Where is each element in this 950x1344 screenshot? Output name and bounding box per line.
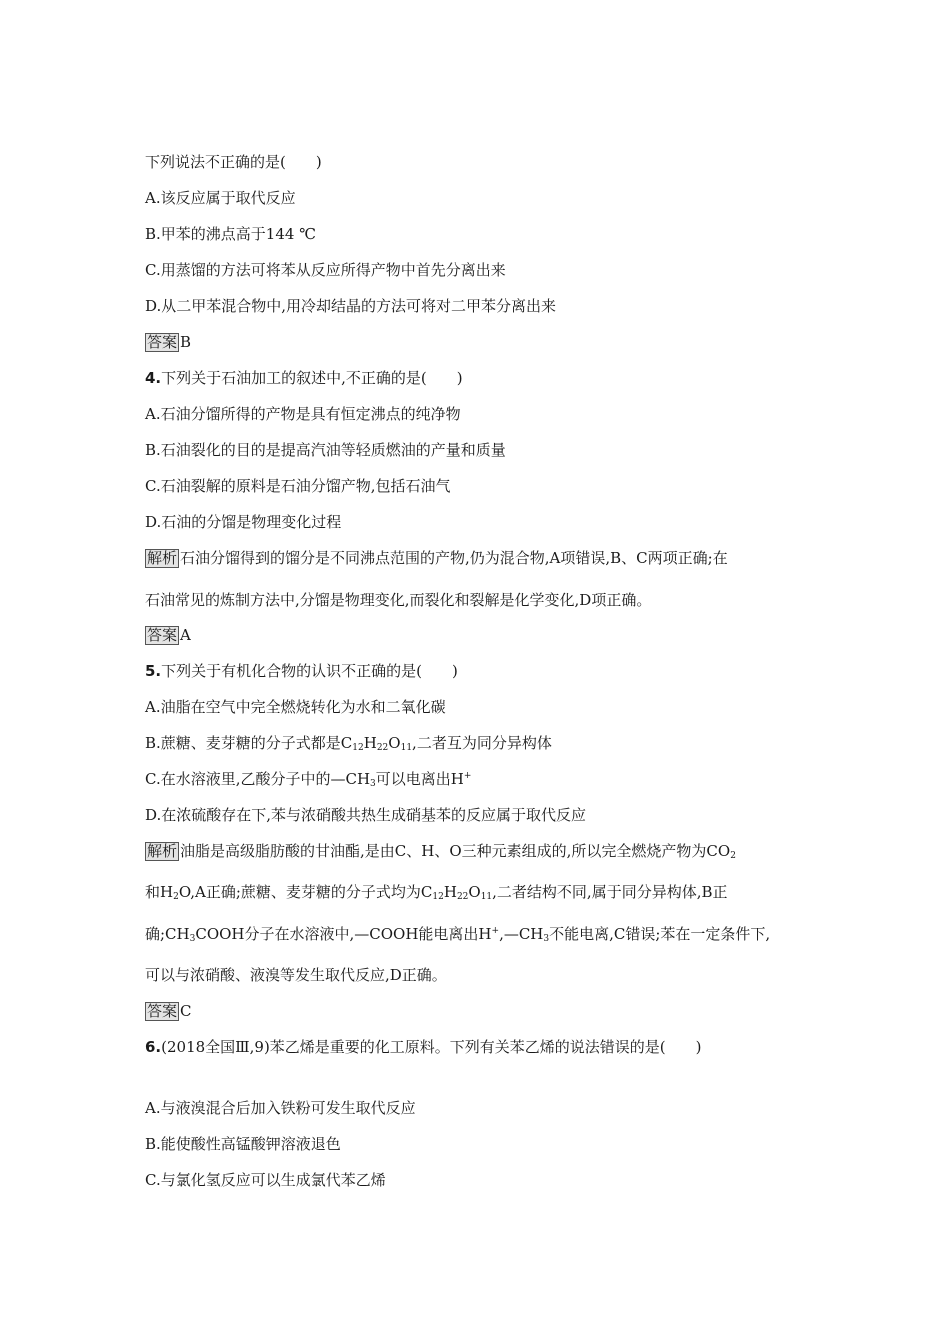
q4-answer [145,625,191,645]
q3-answer [145,332,191,352]
q5-analysis-line3: 确$;CH_3COOH$分子在水溶液中,—COOH能电离出$H^+,—CH_3$不能电离,C错误;苯在一定条件下, [145,925,771,944]
q3-stem: 下列说法不正确的是( ) [145,153,322,171]
q6-option-b: B.能使酸性高锰酸钾溶液退色 [145,1135,341,1153]
q6-stem: 6.(2018全国Ⅲ,9)苯乙烯是重要的化工原料。下列有关苯乙烯的说法错误的是( ) [145,1038,702,1056]
question-number: 5. [145,662,162,680]
q5-analysis-line2: 和$H_2O,A$正确;蔗糖、麦芽糖的分子式均为$C_{12}H_{22}O_{11}$,二者结构不同,属于同分异构体,B正 [145,883,728,902]
question-number: 4. [145,369,162,387]
q5-stem: 5.下列关于有机化合物的认识不正确的是( ) [145,662,458,680]
q3-option-b: B.甲苯的沸点高于144 ℃ [145,225,316,243]
q6-option-a: A.与液溴混合后加入铁粉可发生取代反应 [145,1099,416,1117]
q4-analysis-line1: 解析 石油分馏得到的馏分是不同沸点范围的产物,仍为混合物,A项错误,B、C两项正确;在 [147,549,728,567]
answer-label: 答案 [147,626,178,644]
q4-option-a: A.石油分馏所得的产物是具有恒定沸点的纯净物 [145,405,461,423]
analysis-label: 解析 [147,549,178,567]
q4-stem: 4.下列关于石油加工的叙述中,不正确的是( ) [145,369,463,387]
q5-analysis-line1: 解析 油脂是高级脂肪酸的甘油酯,是由C、H、O三种元素组成的,所以完全燃烧产物为$CO_2$ [147,842,736,861]
q3-option-a: A.该反应属于取代反应 [145,189,296,207]
q5-answer [145,1001,192,1021]
q5-option-c: C.在水溶液里,乙酸分子中的$—CH_3$可以电离出H+ [145,770,472,789]
q5-option-d: D.在浓硫酸存在下,苯与浓硝酸共热生成硝基苯的反应属于取代反应 [145,806,587,824]
answer-label: 答案 [147,333,178,351]
q5-option-a: A.油脂在空气中完全燃烧转化为水和二氧化碳 [145,698,446,716]
q4-option-c: C.石油裂解的原料是石油分馏产物,包括石油气 [145,477,451,495]
q3-option-c: C.用蒸馏的方法可将苯从反应所得产物中首先分离出来 [145,261,506,279]
q3-option-d: D.从二甲苯混合物中,用冷却结晶的方法可将对二甲苯分离出来 [145,297,557,315]
answer-label: 答案 [147,1002,178,1020]
answer-value: C [180,1002,192,1020]
q5-option-b: B.蔗糖、麦芽糖的分子式都是$C_{12}H_{22}O_{11}$,二者互为同分异构体 [145,734,552,753]
q4-option-b: B.石油裂化的目的是提高汽油等轻质燃油的产量和质量 [145,441,506,459]
q4-analysis-line2: 石油常见的炼制方法中,分馏是物理变化,而裂化和裂解是化学变化,D项正确。 [145,591,652,609]
answer-value: A [180,626,191,644]
question-number: 6. [145,1038,162,1056]
analysis-label: 解析 [147,842,178,860]
q4-option-d: D.石油的分馏是物理变化过程 [145,513,342,531]
q6-option-c: C.与氯化氢反应可以生成氯代苯乙烯 [145,1171,386,1189]
q5-analysis-line4: 可以与浓硝酸、液溴等发生取代反应,D正确。 [145,966,447,984]
answer-value: B [180,333,192,351]
